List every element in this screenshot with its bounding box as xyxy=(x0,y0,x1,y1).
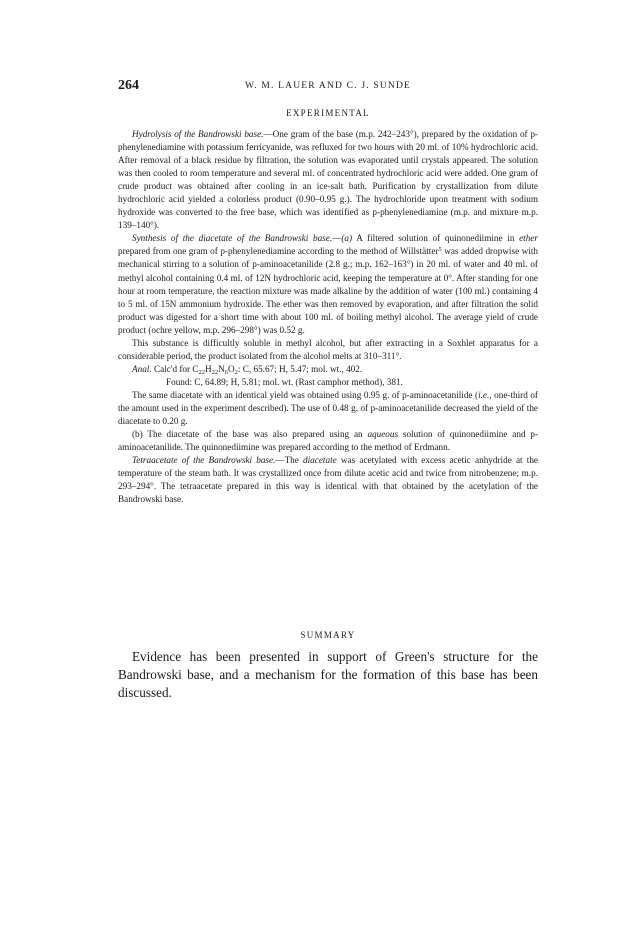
aqueous-word: aqueous xyxy=(367,429,399,440)
part-b-label: (b) xyxy=(132,429,143,440)
calcd-prefix: Calc'd for C xyxy=(151,363,199,374)
hydrolysis-paragraph xyxy=(118,128,538,232)
part-b-paragraph xyxy=(118,428,538,454)
synthesis-dash: — xyxy=(332,233,342,244)
analysis-found-line: Found: C, 64.89; H, 5.81; mol. wt. (Rast camphor method), 381. xyxy=(166,376,403,387)
diacetate-word: diacetate xyxy=(303,455,337,466)
formula-h-count: 22 xyxy=(211,368,219,376)
hydrolysis-title: Hydrolysis of the Bandrowski base. xyxy=(132,129,264,139)
part-b-text-1: The diacetate of the base was also prepared using an xyxy=(142,429,368,440)
summary-heading: SUMMARY xyxy=(300,630,356,640)
analysis-calcd-line xyxy=(118,363,538,376)
summary-paragraph: Evidence has been presented in support of Green's structure for the Bandrowski base, and a mechanism for the formation of this base has been discussed. xyxy=(118,649,538,700)
formula-n-count: 6 xyxy=(224,368,229,376)
part-a-label: (a) xyxy=(341,233,353,244)
page-number: 264 xyxy=(118,78,139,93)
same-diacetate-paragraph xyxy=(118,389,538,428)
synthesis-paragraph xyxy=(118,232,538,336)
running-header xyxy=(118,78,538,94)
ether-word: ether xyxy=(519,233,538,244)
tetraacetate-paragraph xyxy=(118,454,538,506)
formula-h: H xyxy=(204,363,212,374)
hydrolysis-text: —One gram of the base (m.p. 242–243°), prepared by the oxidation of p-phenylenediamine with potassium ferricyanide, was refluxed for two hours with 20 ml. of 10% hydrochloric acid. After removal of a black residue by filtration, the solution was evaporated until crystals appeared. The solution was then cooled to room temperature and several ml. of concentrated hydrochloric acid were added. One gram of crude product was obtained after cooling in an ice-salt bath. Purification by crystallization from dilute hydrochloric acid yielded a colorless product (0.90–0.95 g.). The hydrochloride upon treatment with sodium hydroxide was converted to the free base, which was identified as p-phenylenediamine (m.p. and mixture m.p. 139–140°). xyxy=(118,129,538,231)
experimental-body xyxy=(118,128,538,506)
formula-c-count: 22 xyxy=(198,368,205,376)
synthesis-text-3: was added dropwise with mechanical stirring to a solution of p-aminoacetanilide (2.8 g.; m.p. 162–163°) in 20 ml. of water and 40 ml. of methyl alcohol containing 0.4 ml. of 12N hydrochloric acid, keeping the temperature at 0°. After standing for one hour at room temperature, the reaction mixture was made alkaline by the addition of water (100 ml.) containing 4 to 5 ml. of 15N ammonium hydroxide. The ether was then removed by evaporation, and after filtration the solid product was digested for a short time with about 100 ml. of boiling methyl alcohol. The average yield of crude product (ochre yellow, m.p. 296–298°) was 0.52 g. xyxy=(118,246,538,335)
formula-n: N xyxy=(218,363,225,374)
synthesis-text-2: prepared from one gram of p-phenylenediamine according to the method of Willstätter xyxy=(118,246,439,257)
tetraacetate-text-2: was acetylated with excess acetic anhydride at the temperature of the steam bath. It was crystallized once from dilute acetic acid and twice from nitrobenzene; m.p. 293–294°. The tetraacetate prepared in this way is identical with that obtained by the acetylation of the Bandrowski base. xyxy=(118,455,538,505)
formula-o: O xyxy=(228,363,235,374)
running-head-authors: W. M. LAUER AND C. J. SUNDE xyxy=(244,81,412,91)
experimental-heading: EXPERIMENTAL xyxy=(286,108,370,118)
formula-o-count: 2 xyxy=(234,368,238,376)
synthesis-title: Synthesis of the diacetate of the Bandrowski base. xyxy=(132,233,333,244)
synthesis-text-1: A filtered solution of quinonediimine in xyxy=(352,233,520,244)
calcd-values: : C, 65.67; H, 5.47; mol. wt., 402. xyxy=(237,363,363,374)
tetraacetate-text-1: —The xyxy=(275,455,304,466)
ie-abbrev: i.e. xyxy=(478,389,490,400)
tetraacetate-title: Tetraacetate of the Bandrowski base. xyxy=(132,455,276,466)
anal-label: Anal. xyxy=(132,363,152,374)
solubility-paragraph: This substance is difficultly soluble in methyl alcohol, but after extracting in a Soxhlet apparatus for a considerable period, the product isolated from the alcohol melts at 310–311°. xyxy=(118,337,538,361)
part-b-text-2: solution of quinonediimine and p-aminoacetanilide. The quinonediimine was prepared according to the method of Erdmann. xyxy=(118,429,538,453)
same-diacetate-text-1: The same diacetate with an identical yield was obtained using 0.95 g. of p-aminoacetanilide ( xyxy=(132,389,479,400)
same-diacetate-text-2: , one-third of the amount used in the experiment described). The use of 0.48 g. of p-aminoacetanilide decreased the yield of the diacetate to 0.20 g. xyxy=(118,389,538,427)
reference-superscript: 5 xyxy=(438,246,442,254)
